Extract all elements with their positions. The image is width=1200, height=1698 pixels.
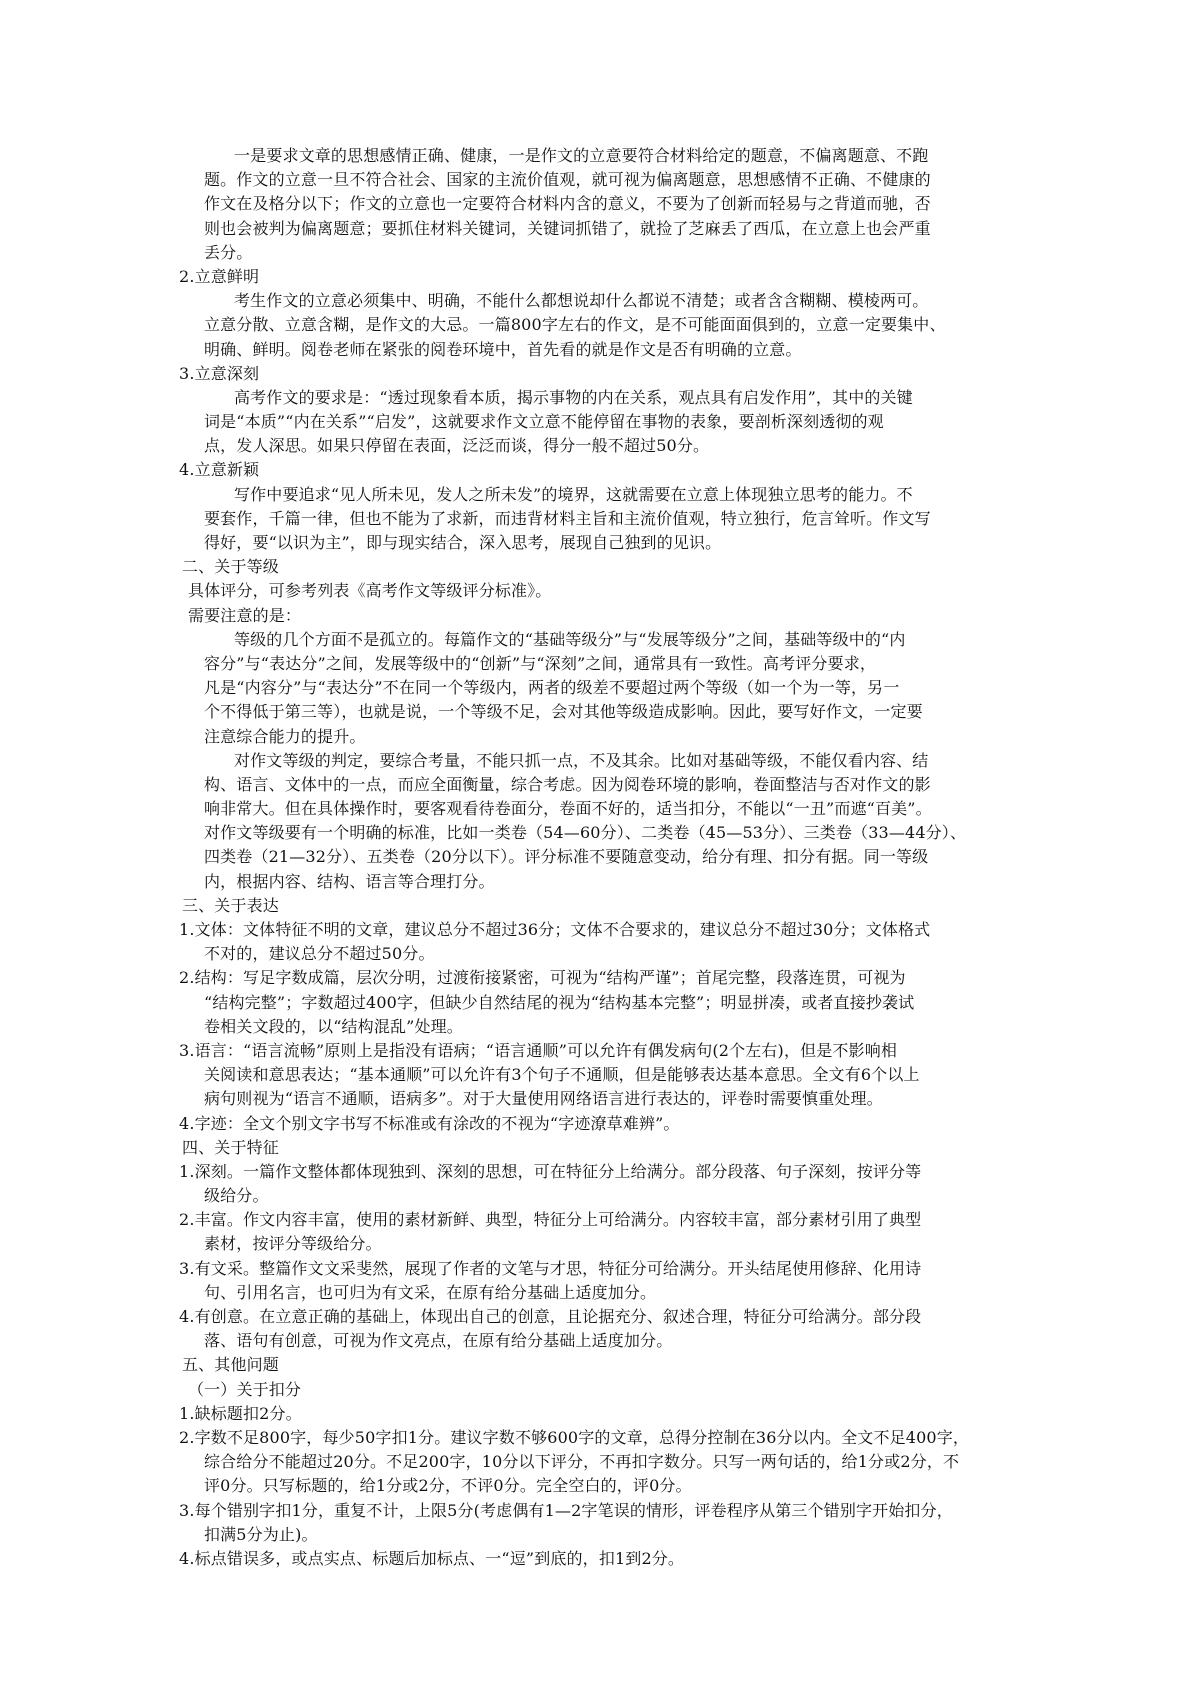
text-line: 得好，要“以识为主”，即与现实结合，深入思考，展现自己独到的见识。 (204, 533, 722, 552)
list-item: 3.语言：“语言流畅”原则上是指没有语病；“语言通顺”可以允许有偶发病句(2个左右)，但是不影响相 (179, 1040, 897, 1060)
text-line: 评0分。只写标题的，给1分或2分，不评0分。完全空白的，评0分。 (204, 1476, 692, 1496)
text-line: 级给分。 (204, 1186, 269, 1206)
text-line: 内，根据内容、结构、语言等合理打分。 (204, 871, 495, 891)
text-line: 具体评分，可参考列表《高考作文等级评分标准》。 (188, 581, 552, 601)
section-heading: 2.立意鲜明 (179, 266, 260, 286)
text-line: 明确、鲜明。阅卷老师在紧张的阅卷环境中，首先看的就是作文是否有明确的立意。 (204, 339, 802, 359)
text-line: 要套作，千篇一律，但也不能为了求新，而违背材料主旨和主流价值观，特立独行，危言耸听。作文写 (204, 508, 931, 528)
list-item: 4.标点错误多，或点实点、标题后加标点、一“逗”到底的，扣1到2分。 (179, 1548, 685, 1568)
text-line: 词是“本质”“内在关系”“启发”，这就要求作文立意不能停留在事物的表象，要剖析深刻透彻的观 (204, 412, 884, 432)
chapter-heading: 四、关于特征 (182, 1137, 279, 1157)
text-line: 四类卷（21—32分）、五类卷（20分以下）。评分标准不要随意变动，给分有理、扣分有据。同一等级 (204, 847, 929, 867)
text-line: 等级的几个方面不是孤立的。每篇作文的“基础等级分”与“发展等级分”之间，基础等级中的“内 (234, 629, 906, 649)
text-line: 题。作文的立意一旦不符合社会、国家的主流价值观，就可视为偏离题意，思想感情不正确、不健康的 (204, 170, 931, 190)
subsection-heading: （一）关于扣分 (188, 1379, 302, 1399)
text-line: 需要注意的是： (188, 605, 302, 625)
text-line: 不对的，建议总分不超过50分。 (204, 944, 435, 964)
section-heading: 3.立意深刻 (179, 363, 260, 383)
text-line: 高考作文的要求是：“透过现象看本质，揭示事物的内在关系，观点具有启发作用”，其中的关键 (234, 387, 913, 407)
text-line: 关阅读和意思表达；“基本通顺”可以允许有3个句子不通顺，但是能够表达基本意思。全文有6个以上 (204, 1065, 920, 1085)
text-line: 容分”与“表达分”之间，发展等级中的“创新”与“深刻”之间，通常具有一致性。高考评分要求， (204, 653, 877, 673)
chapter-heading: 五、其他问题 (182, 1355, 279, 1375)
text-line: 注意综合能力的提升。 (204, 726, 366, 746)
text-line: 素材，按评分等级给分。 (204, 1234, 382, 1254)
list-item: 2.丰富。作文内容丰富，使用的素材新鲜、典型，特征分上可给满分。内容较丰富，部分素材引用了典型 (179, 1210, 922, 1230)
list-item: 1.缺标题扣2分。 (179, 1403, 302, 1423)
list-item: 4.有创意。在立意正确的基础上，体现出自己的创意，且论据充分、叙述合理，特征分可给满分。部分段 (179, 1307, 922, 1326)
text-line: 一是要求文章的思想感情正确、健康，一是作文的立意要符合材料给定的题意，不偏离题意、不跑 (234, 146, 929, 165)
text-line: 对作文等级要有一个明确的标准，比如一类卷（54—60分）、二类卷（45—53分）、三类卷（33—44分）、 (204, 823, 967, 843)
list-item: 2.字数不足800字，每少50字扣1分。建议字数不够600字的文章，总得分控制在36分以内。全文不足400字， (179, 1427, 970, 1447)
document-body (179, 144, 1032, 1571)
text-line: 点，发人深思。如果只停留在表面，泛泛而谈，得分一般不超过50分。 (204, 436, 710, 456)
text-line: 丢分。 (204, 242, 253, 262)
list-item: 2.结构：写足字数成篇，层次分明，过渡衔接紧密，可视为“结构严谨”；首尾完整，段落连贯，可视为 (179, 968, 906, 988)
text-line: 则也会被判为偏离题意；要抓住材料关键词，关键词抓错了，就捡了芝麻丢了西瓜，在立意上也会严重 (204, 218, 931, 238)
text-line: 句、引用名言，也可归为有文采，在原有给分基础上适度加分。 (204, 1282, 657, 1302)
text-line: 响非常大。但在具体操作时，要客观看待卷面分，卷面不好的，适当扣分，不能以“一丑”而遮“百美”。 (204, 799, 932, 819)
text-line: 病句则视为“语言不通顺，语病多”。对于大量使用网络语言进行表达的，评卷时需要慎重处理。 (204, 1089, 883, 1109)
text-line: 卷相关文段的，以“结构混乱”处理。 (204, 1016, 463, 1036)
list-item: 4.字迹：全文个别文字书写不标准或有涂改的不视为“字迹潦草难辨”。 (179, 1113, 680, 1133)
text-line: 作文在及格分以下；作文的立意也一定要符合材料内含的意义，不要为了创新而轻易与之背道而驰，否 (204, 194, 931, 214)
list-item: 1.文体：文体特征不明的文章，建议总分不超过36分；文体不合要求的，建议总分不超过30分；文体格式 (179, 920, 931, 939)
list-item: 3.每个错别字扣1分，重复不计，上限5分(考虑偶有1—2字笔误的情形，评卷程序从第三个错别字开始扣分， (179, 1500, 953, 1520)
text-line: 对作文等级的判定，要综合考量，不能只抓一点，不及其余。比如对基础等级，不能仅看内容、结 (234, 750, 929, 770)
text-line: 写作中要追求“见人所未见，发人之所未发”的境界，这就需要在立意上体现独立思考的能力。不 (234, 484, 913, 504)
text-line: 考生作文的立意必须集中、明确，不能什么都想说却什么都说不清楚；或者含含糊糊、模棱两可。 (234, 291, 929, 311)
list-item: 1.深刻。一篇作文整体都体现独到、深刻的思想，可在特征分上给满分。部分段落、句子深刻，按评分等 (179, 1161, 922, 1181)
text-line: 立意分散、立意含糊，是作文的大忌。一篇800字左右的作文，是不可能面面俱到的，立意一定要集中、 (204, 315, 946, 335)
chapter-heading: 二、关于等级 (182, 557, 279, 577)
section-heading: 4.立意新颖 (179, 460, 260, 480)
text-line: 构、语言、文体中的一点，而应全面衡量，综合考虑。因为阅卷环境的影响，卷面整洁与否对作文的影 (204, 774, 931, 794)
text-line: “结构完整”；字数超过400字，但缺少自然结尾的视为“结构基本完整”；明显拼凑，或者直接抄袭试 (204, 992, 915, 1012)
text-line: 凡是“内容分”与“表达分”不在同一个等级内，两者的级差不要超过两个等级（如一个为一等，另一 (204, 678, 900, 698)
text-line: 个不得低于第三等），也就是说，一个等级不足，会对其他等级造成影响。因此，要写好作文，一定要 (204, 702, 923, 722)
text-line: 落、语句有创意，可视为作文亮点，在原有给分基础上适度加分。 (204, 1331, 673, 1351)
chapter-heading: 三、关于表达 (182, 895, 279, 915)
text-line: 扣满5分为止)。 (204, 1524, 318, 1544)
text-line: 综合给分不能超过20分。不足200字，10分以下评分，不再扣字数分。只写一两句话的，给1分或2分，不 (204, 1452, 960, 1472)
list-item: 3.有文采。整篇作文文采斐然，展现了作者的文笔与才思，特征分可给满分。开头结尾使用修辞、化用诗 (179, 1258, 922, 1278)
